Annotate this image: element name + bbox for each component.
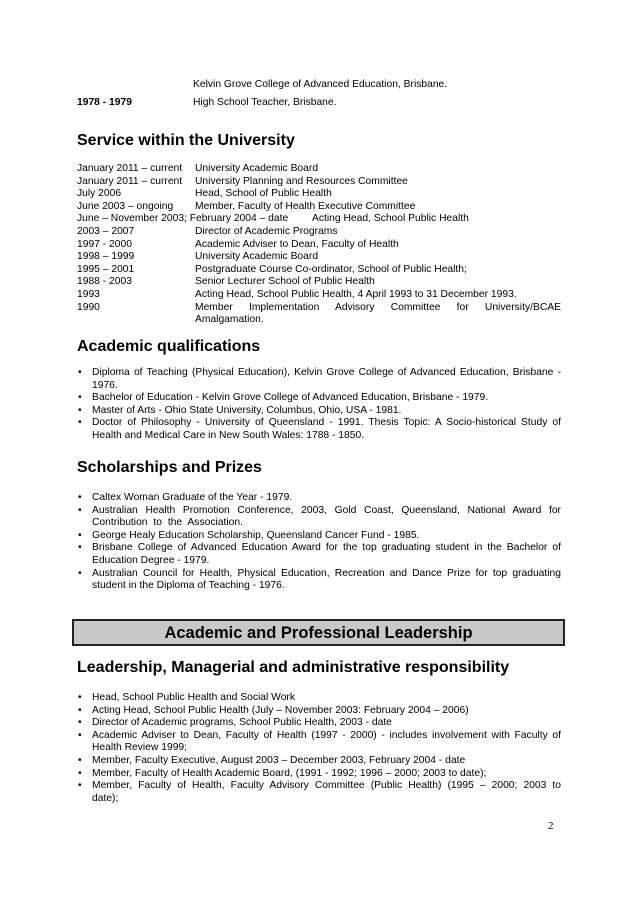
bullet-icon: • — [78, 754, 82, 766]
leadership-list — [77, 692, 561, 805]
list-item: • Caltex Woman Graduate of the Year - 1979. — [78, 492, 293, 503]
bullet-icon: • — [78, 392, 82, 404]
service-date: 1988 - 2003 — [77, 276, 132, 288]
bullet-icon: • — [78, 567, 82, 579]
list-item: • Doctor of Philosophy - University of Queensland - 1991. Thesis Topic: A Socio-historical Study of Health and Medical Care in New South Wales: 1788 - 1850. — [78, 417, 561, 441]
service-date: 1997 - 2000 — [77, 238, 132, 250]
service-row — [77, 276, 561, 289]
list-item: • Member, Faculty Executive, August 2003 – December 2003, February 2004 - date — [78, 754, 466, 766]
service-role: Senior Lecturer School of Public Health — [195, 276, 375, 288]
service-role-block — [195, 302, 561, 327]
section-banner — [72, 619, 565, 646]
bullet-icon: • — [78, 492, 82, 503]
bullet-icon: • — [78, 717, 82, 729]
service-role-continued: Amalgamation. — [195, 314, 264, 326]
list-item: • Academic Adviser to Dean, Faculty of Health (1997 - 2000) - includes involvement with Faculty of Health Review 1999; — [78, 729, 561, 754]
service-date: 1990 — [77, 301, 100, 313]
service-role: Acting Head, School Public Health — [312, 213, 469, 225]
bullet-icon: • — [78, 542, 82, 554]
list-item: • Australian Health Promotion Conference, 2003, Gold Coast, Queensland, National Award for Contribution to the Association. — [78, 504, 561, 529]
year-range: 1978 - 1979 — [77, 97, 132, 108]
list-item: • Acting Head, School Public Health (July – November 2003: February 2004 – 2006) — [78, 704, 469, 716]
list-item: • George Healy Education Scholarship, Queensland Cancer Fund - 1985. — [78, 529, 420, 541]
service-date: 2003 – 2007 — [77, 226, 135, 237]
bullet-icon: • — [78, 767, 82, 779]
service-role: Acting Head, School Public Health, 4 April 1993 to 31 December 1993. — [195, 289, 517, 300]
service-row — [77, 302, 561, 327]
service-row — [77, 163, 561, 176]
service-row — [77, 188, 561, 201]
page-number: 2 — [548, 820, 554, 832]
service-row — [77, 264, 561, 277]
list-item: • Diploma of Teaching (Physical Education), Kelvin Grove College of Advanced Education, Brisbane - 1976. — [78, 367, 561, 391]
leadership-heading: Leadership, Managerial and administrative responsibility — [77, 659, 510, 676]
list-item: • Head, School Public Health and Social Work — [78, 692, 295, 703]
banner-title: Academic and Professional Leadership — [164, 624, 473, 642]
qualifications-list — [77, 367, 561, 443]
service-role: Member, Faculty of Health Executive Committee — [195, 200, 416, 212]
service-heading: Service within the University — [77, 132, 295, 149]
bullet-icon: • — [78, 367, 82, 378]
service-row — [77, 176, 561, 189]
service-row — [77, 213, 561, 226]
list-item: • Member, Faculty of Health Academic Board, (1991 - 1992; 1996 – 2000; 2003 to date); — [78, 767, 487, 779]
bullet-icon: • — [78, 780, 82, 792]
bullet-icon: • — [78, 729, 82, 741]
service-row — [77, 201, 561, 214]
kelvin-grove-line: Kelvin Grove College of Advanced Education, Brisbane. — [193, 79, 448, 90]
service-role: Member Implementation Advisory Committee for University/BCAE — [195, 301, 561, 313]
service-role: Director of Academic Programs — [195, 226, 338, 237]
qualifications-heading: Academic qualifications — [77, 338, 261, 355]
service-role: Head, School of Public Health — [195, 188, 332, 200]
service-role: Academic Adviser to Dean, Faculty of Health — [195, 238, 399, 250]
service-date: July 2006 — [77, 188, 122, 200]
list-item: • Brisbane College of Advanced Education Award for the top graduating student in the Bachelor of Education Degree - 1979. — [78, 542, 561, 566]
bullet-icon: • — [78, 404, 82, 416]
list-item: • Director of Academic programs, School Public Health, 2003 - date — [78, 717, 392, 729]
year-role: High School Teacher, Brisbane. — [193, 97, 337, 108]
service-role: Postgraduate Course Co-ordinator, School of Public Health; — [195, 263, 467, 275]
service-row — [77, 251, 561, 264]
service-date: January 2011 – current — [77, 175, 183, 187]
bullet-icon: • — [78, 504, 82, 516]
service-date: 1995 – 2001 — [77, 263, 135, 275]
bullet-icon: • — [78, 417, 82, 429]
list-item: • Bachelor of Education - Kelvin Grove College of Advanced Education, Brisbane - 1979. — [78, 392, 489, 404]
bullet-icon: • — [78, 704, 82, 716]
service-row — [77, 239, 561, 252]
bullet-icon: • — [78, 692, 82, 703]
service-role: University Academic Board — [195, 163, 319, 174]
service-date: June 2003 – ongoing — [77, 200, 174, 212]
scholarships-list — [77, 492, 561, 593]
service-role: University Planning and Resources Committee — [195, 175, 408, 187]
list-item: • Member, Faculty of Health, Faculty Advisory Committee (Public Health) (1995 – 2000; 2003 to date); — [78, 780, 561, 804]
list-item: • Australian Council for Health, Physical Education, Recreation and Dance Prize for top graduating student in the Diploma of Teaching - 1976. — [78, 567, 561, 592]
list-item: • Master of Arts - Ohio State University, Columbus, Ohio, USA - 1981. — [78, 404, 402, 416]
service-date: January 2011 – current — [77, 163, 183, 174]
service-row — [77, 289, 561, 302]
service-date: 1993 — [77, 289, 100, 300]
bullet-icon: • — [78, 529, 82, 541]
service-row — [77, 226, 561, 239]
service-date: 1998 – 1999 — [77, 251, 135, 263]
scholarships-heading: Scholarships and Prizes — [77, 459, 262, 476]
service-role: University Academic Board — [195, 251, 319, 263]
service-date: June – November 2003; February 2004 – date — [77, 213, 289, 225]
